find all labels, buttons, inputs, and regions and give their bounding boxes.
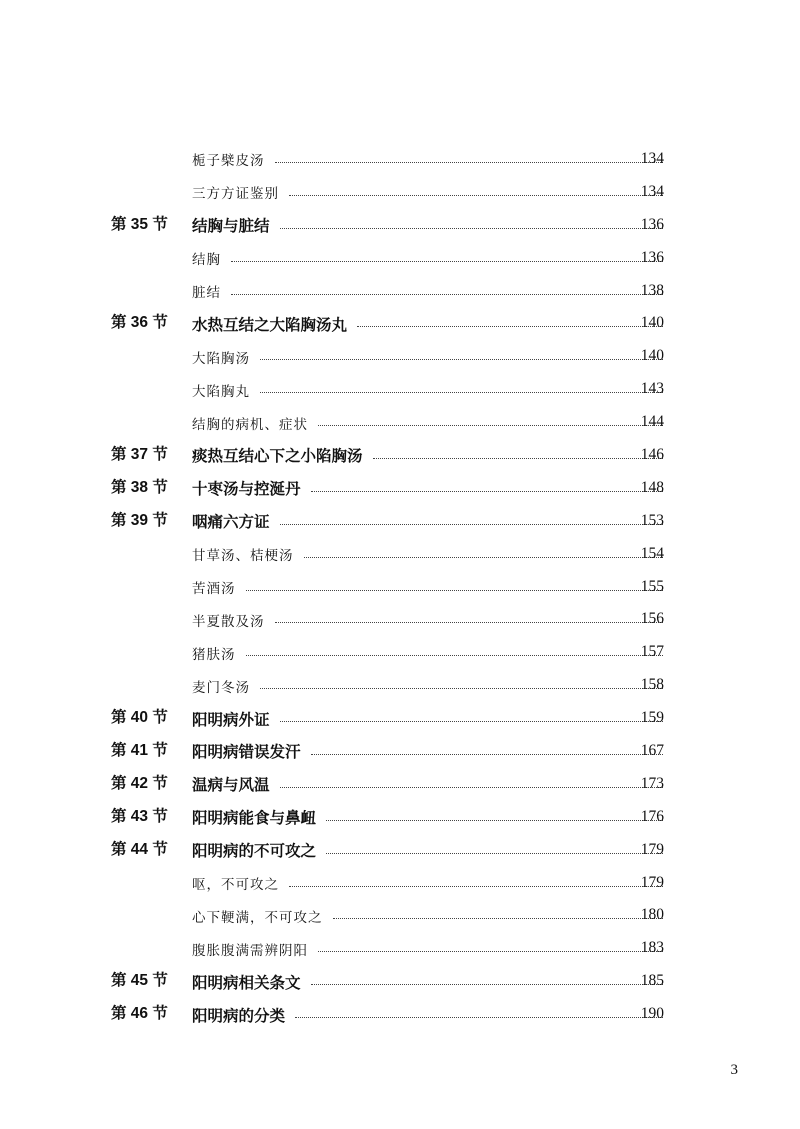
toc-entry-line — [192, 735, 663, 768]
toc-page-number: 146 — [640, 446, 664, 464]
dot-leader — [357, 326, 663, 327]
toc-page-number: 176 — [640, 807, 664, 825]
dot-leader — [260, 688, 663, 689]
toc-entry-title: 阳明病外证 — [192, 711, 270, 729]
toc-entry-title: 脏结 — [192, 285, 221, 301]
toc-entry-title: 半夏散及汤 — [192, 613, 265, 630]
dot-leader — [280, 721, 663, 722]
toc-entry-title: 腹胀腹满需辨阴阳 — [192, 942, 308, 959]
toc-entry-line — [192, 669, 663, 702]
toc-section-number: 第 44 节 — [111, 840, 168, 858]
dot-leader — [275, 162, 664, 163]
toc-section-row[interactable] — [0, 702, 800, 735]
toc-entry-line — [192, 538, 663, 571]
toc-page-number: 167 — [640, 742, 664, 760]
toc-section-number: 第 41 节 — [111, 742, 168, 760]
toc-entry-title: 三方方证鉴别 — [192, 186, 279, 203]
dot-leader — [311, 984, 663, 985]
toc-entry-title: 温病与风温 — [192, 777, 270, 795]
toc-subentry-row[interactable] — [0, 406, 800, 439]
toc-entry-line — [192, 834, 663, 867]
toc-entry-line — [192, 801, 663, 834]
toc-page-number: 180 — [640, 906, 664, 924]
dot-leader — [280, 787, 663, 788]
toc-entry-line — [192, 571, 663, 604]
toc-entry-title: 呕，不可攻之 — [192, 877, 279, 894]
toc-subentry-row[interactable] — [0, 867, 800, 900]
dot-leader — [304, 557, 664, 558]
toc-subentry-row[interactable] — [0, 669, 800, 702]
toc-section-row[interactable] — [0, 801, 800, 834]
toc-entry-line — [192, 505, 663, 538]
toc-entry-line — [192, 439, 663, 472]
toc-entry-line — [192, 242, 663, 275]
toc-page-number: 134 — [640, 182, 664, 200]
toc-section-row[interactable] — [0, 735, 800, 768]
toc-subentry-row[interactable] — [0, 242, 800, 275]
toc-subentry-row[interactable] — [0, 932, 800, 965]
dot-leader — [289, 195, 663, 196]
toc-page-number: 159 — [640, 709, 664, 727]
toc-section-row[interactable] — [0, 834, 800, 867]
dot-leader — [275, 622, 664, 623]
toc-subentry-row[interactable] — [0, 340, 800, 373]
toc-subentry-row[interactable] — [0, 373, 800, 406]
dot-leader — [311, 754, 663, 755]
toc-page-number: 143 — [640, 380, 664, 398]
dot-leader — [280, 228, 663, 229]
toc-page-number: 157 — [640, 643, 664, 661]
toc-entry-title: 麦门冬汤 — [192, 679, 250, 696]
toc-page-number: 183 — [640, 939, 664, 957]
toc-entry-line — [192, 702, 663, 735]
dot-leader — [260, 392, 663, 393]
toc-entry-title: 心下鞕满，不可攻之 — [192, 909, 323, 926]
toc-subentry-row[interactable] — [0, 143, 800, 176]
toc-page-number: 173 — [640, 774, 664, 792]
toc-page-number: 153 — [640, 511, 664, 529]
toc-section-row[interactable] — [0, 307, 800, 340]
toc-subentry-row[interactable] — [0, 899, 800, 932]
dot-leader — [295, 1017, 663, 1018]
toc-entry-title: 甘草汤、桔梗汤 — [192, 548, 294, 565]
toc-entry-line — [192, 899, 663, 932]
dot-leader — [373, 458, 663, 459]
dot-leader — [326, 853, 663, 854]
toc-entry-line — [192, 307, 663, 340]
dot-leader — [318, 951, 663, 952]
dot-leader — [280, 524, 663, 525]
toc-section-row[interactable] — [0, 998, 800, 1031]
toc-page-number: 140 — [640, 347, 664, 365]
toc-section-number: 第 45 节 — [111, 972, 168, 990]
dot-leader — [246, 655, 664, 656]
toc-section-row[interactable] — [0, 472, 800, 505]
toc-subentry-row[interactable] — [0, 538, 800, 571]
toc-entry-title: 猪肤汤 — [192, 646, 236, 663]
toc-entry-line — [192, 932, 663, 965]
toc-section-row[interactable] — [0, 768, 800, 801]
dot-leader — [260, 359, 663, 360]
toc-page-number: 136 — [640, 248, 664, 266]
toc-subentry-row[interactable] — [0, 636, 800, 669]
toc-entry-line — [192, 406, 663, 439]
toc-section-number: 第 35 节 — [111, 215, 168, 233]
toc-page-number: 179 — [640, 873, 664, 891]
toc-entry-line — [192, 176, 663, 209]
toc-entry-title: 栀子檗皮汤 — [192, 153, 265, 170]
toc-page-number: 179 — [640, 840, 664, 858]
dot-leader — [311, 491, 663, 492]
table-of-contents — [0, 143, 800, 1031]
toc-page-number: 185 — [640, 972, 664, 990]
toc-section-number: 第 42 节 — [111, 774, 168, 792]
toc-page-number: 144 — [640, 413, 664, 431]
toc-entry-line — [192, 373, 663, 406]
toc-subentry-row[interactable] — [0, 275, 800, 308]
toc-section-number: 第 37 节 — [111, 446, 168, 464]
toc-section-number: 第 40 节 — [111, 709, 168, 727]
toc-entry-line — [192, 275, 663, 308]
toc-entry-line — [192, 143, 663, 176]
dot-leader — [289, 886, 663, 887]
toc-entry-line — [192, 998, 663, 1031]
toc-subentry-row[interactable] — [0, 176, 800, 209]
toc-entry-title: 十枣汤与控涎丹 — [192, 481, 301, 499]
dot-leader — [326, 820, 663, 821]
toc-page-number: 136 — [640, 215, 664, 233]
toc-page-number: 155 — [640, 577, 664, 595]
toc-entry-title: 大陷胸丸 — [192, 383, 250, 400]
dot-leader — [246, 590, 664, 591]
dot-leader — [318, 425, 663, 426]
toc-subentry-row[interactable] — [0, 571, 800, 604]
toc-entry-title: 结胸的病机、症状 — [192, 416, 308, 433]
dot-leader — [231, 261, 663, 262]
toc-page-number: 156 — [640, 610, 664, 628]
toc-page-number: 148 — [640, 478, 664, 496]
toc-subentry-row[interactable] — [0, 603, 800, 636]
toc-entry-line — [192, 472, 663, 505]
toc-page-number: 140 — [640, 314, 664, 332]
toc-section-number: 第 43 节 — [111, 807, 168, 825]
toc-entry-title: 水热互结之大陷胸汤丸 — [192, 316, 348, 334]
toc-entry-title: 阳明病的分类 — [192, 1007, 286, 1025]
toc-section-number: 第 39 节 — [111, 511, 168, 529]
toc-section-number: 第 46 节 — [111, 1005, 168, 1023]
toc-entry-line — [192, 768, 663, 801]
toc-entry-title: 阳明病的不可攻之 — [192, 843, 317, 861]
toc-entry-line — [192, 965, 663, 998]
toc-section-row[interactable] — [0, 505, 800, 538]
toc-entry-title: 阳明病能食与鼻衄 — [192, 810, 317, 828]
toc-entry-line — [192, 209, 663, 242]
dot-leader — [231, 294, 663, 295]
toc-entry-title: 大陷胸汤 — [192, 350, 250, 367]
toc-entry-line — [192, 340, 663, 373]
toc-entry-line — [192, 603, 663, 636]
toc-section-row[interactable] — [0, 439, 800, 472]
dot-leader — [333, 918, 664, 919]
toc-entry-line — [192, 867, 663, 900]
toc-entry-title: 咽痛六方证 — [192, 514, 270, 532]
toc-entry-title: 结胸与脏结 — [192, 218, 270, 236]
toc-page-number: 158 — [640, 676, 664, 694]
toc-entry-title: 结胸 — [192, 252, 221, 269]
toc-entry-title: 痰热互结心下之小陷胸汤 — [192, 448, 363, 466]
toc-entry-title: 苦酒汤 — [192, 581, 236, 598]
toc-section-row[interactable] — [0, 209, 800, 242]
toc-section-number: 第 36 节 — [111, 314, 168, 332]
toc-entry-title: 阳明病相关条文 — [192, 974, 301, 992]
toc-page-number: 154 — [640, 544, 664, 562]
toc-page-number: 134 — [640, 150, 664, 167]
toc-page-number: 138 — [640, 281, 664, 299]
toc-section-row[interactable] — [0, 965, 800, 998]
toc-entry-line — [192, 636, 663, 669]
page-number: 3 — [730, 1062, 738, 1078]
toc-entry-title: 阳明病错误发汗 — [192, 744, 301, 762]
toc-page-number: 190 — [640, 1005, 664, 1023]
toc-section-number: 第 38 节 — [111, 478, 168, 496]
